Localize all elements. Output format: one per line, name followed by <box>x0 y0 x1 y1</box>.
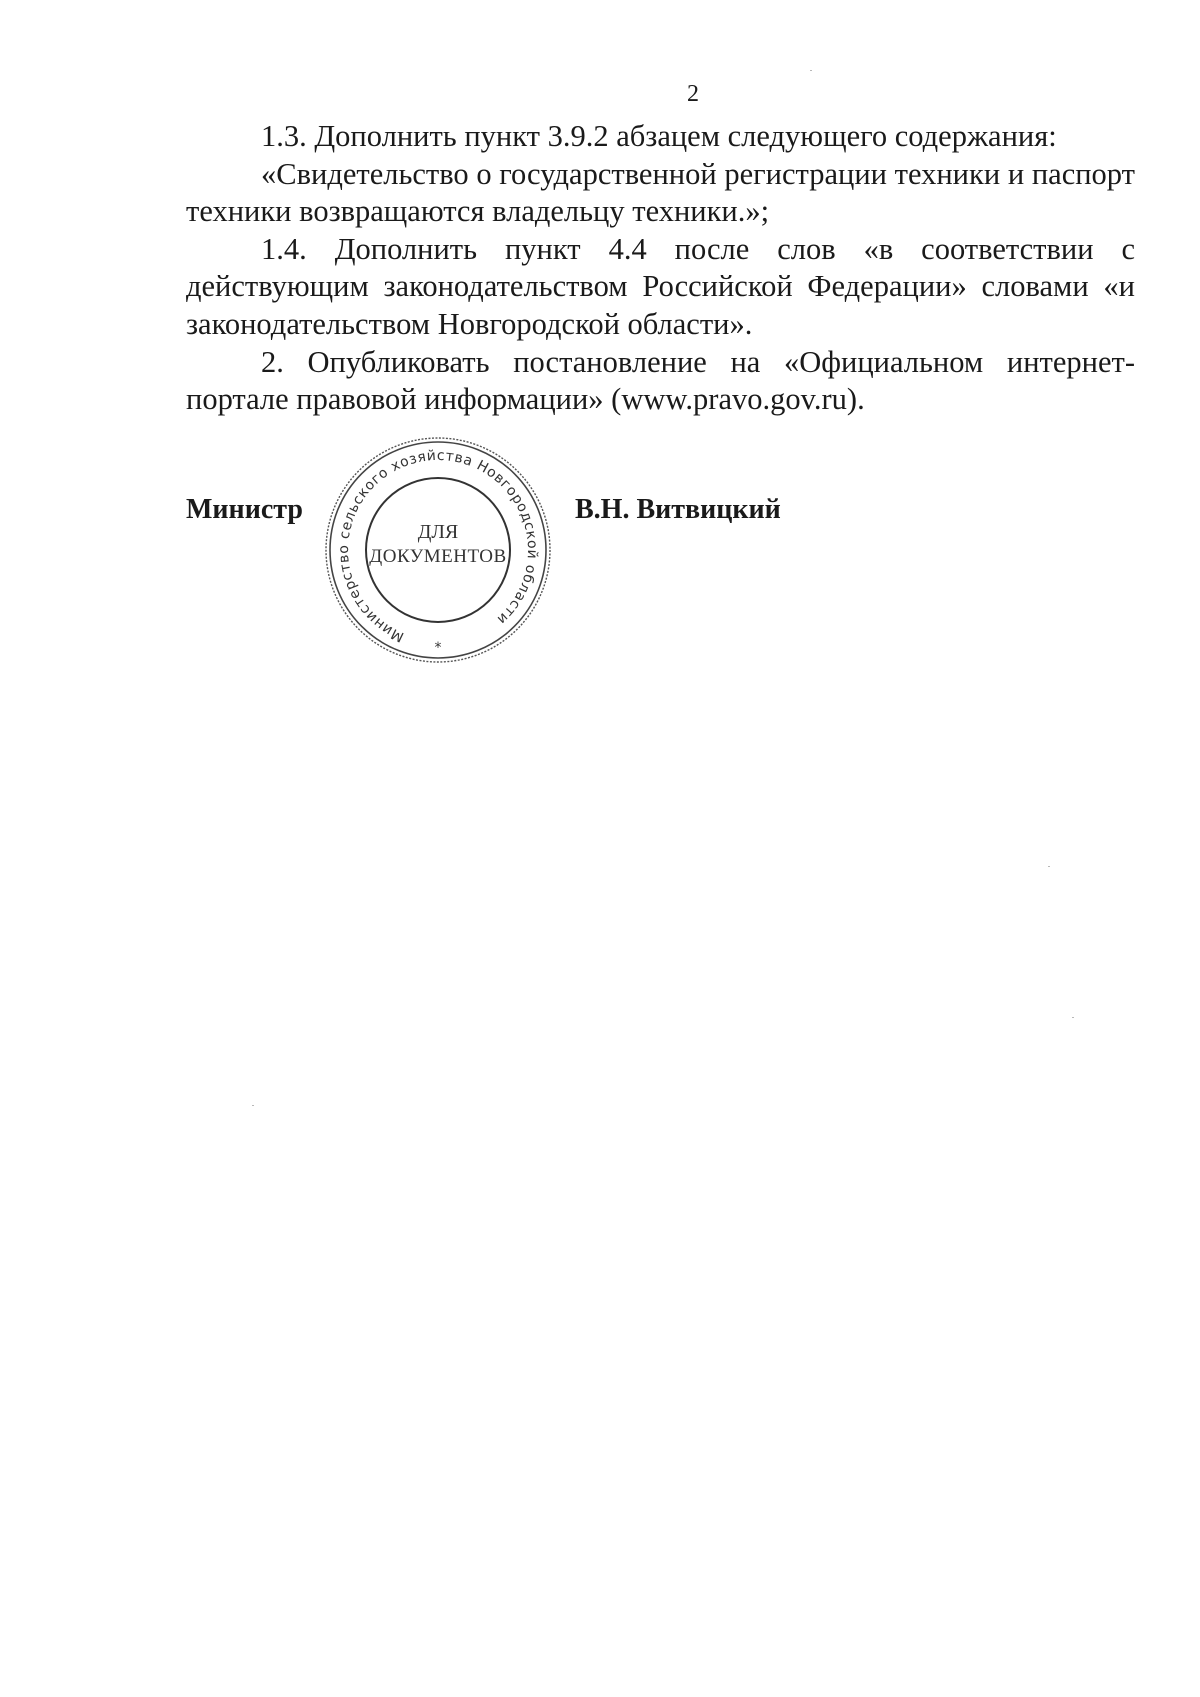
page-number: 2 <box>687 81 699 107</box>
seal-icon <box>322 434 554 666</box>
seal-center-line-2: ДОКУМЕНТОВ <box>369 546 507 567</box>
official-seal <box>322 434 554 666</box>
scan-speck <box>810 70 812 71</box>
paragraph-quote: «Свидетельство о государственной регистрации техники и паспорт техники возвращаются владельцу техники.»; <box>186 156 1135 229</box>
paragraph-2: 2. Опубликовать постановление на «Официальном интернет-портале правовой информации» (www.pravo.gov.ru). <box>186 344 1135 417</box>
signatory-name: В.Н. Витвицкий <box>575 494 781 525</box>
document-body <box>186 118 1135 419</box>
paragraph-1-4: 1.4. Дополнить пункт 4.4 после слов «в соответствии с действующим законодательством Российской Федерации» словами «и законодательством Новгородской области». <box>186 231 1135 341</box>
seal-star: * <box>434 640 442 656</box>
scan-speck <box>1072 1017 1074 1018</box>
seal-ring-text: Министерство сельского хозяйства Новгородской области <box>335 447 541 645</box>
scan-speck <box>1048 866 1050 867</box>
seal-center-line-1: ДЛЯ <box>417 521 459 543</box>
scan-speck <box>252 1105 254 1106</box>
paragraph-1-3: 1.3. Дополнить пункт 3.9.2 абзацем следующего содержания: <box>261 119 1057 153</box>
signature-block <box>0 492 1200 536</box>
signatory-title: Министр <box>186 494 303 525</box>
